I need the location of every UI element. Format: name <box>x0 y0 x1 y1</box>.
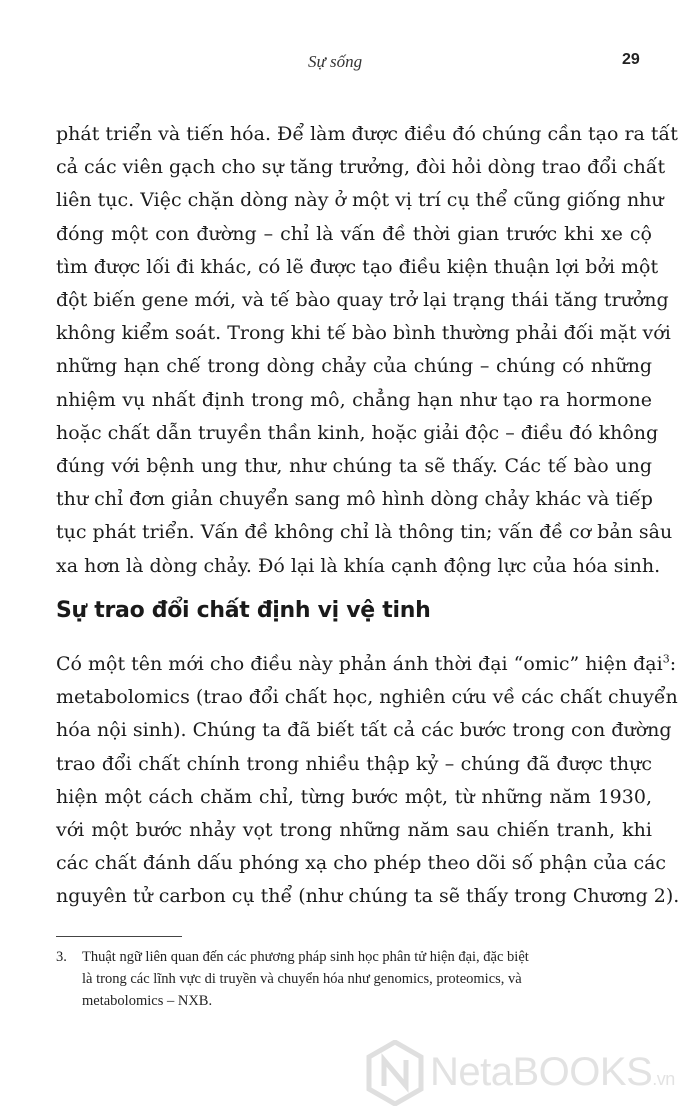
text-line: với một bước nhảy vọt trong những năm sau chiến tranh, khi <box>56 819 652 842</box>
footnote-reference[interactable]: 3 <box>662 652 670 666</box>
paragraph-1 <box>56 118 678 583</box>
watermark-text <box>430 1050 675 1095</box>
text-line: nhiệm vụ nhất định trong mô, chẳng hạn như tạo ra hormone <box>56 388 652 411</box>
text-line: hoặc chất dẫn truyền thần kinh, hoặc giải độc – điều đó không <box>56 421 659 444</box>
footnote-line: metabolomics – NXB. <box>82 993 213 1009</box>
text-line <box>56 648 677 681</box>
footnote-text <box>82 946 652 1012</box>
text-line: hóa nội sinh). Chúng ta đã biết tất cả các bước trong con đường <box>56 719 672 742</box>
text-line: không kiểm soát. Trong khi tế bào bình thường phải đối mặt với <box>56 322 671 345</box>
footnote-line: Thuật ngữ liên quan đến các phương pháp sinh học phân tử hiện đại, đặc biệt <box>82 949 529 965</box>
text-line: đúng với bệnh ung thư, như chúng ta sẽ thấy. Các tế bào ung <box>56 455 652 478</box>
footnote-divider <box>56 936 182 937</box>
watermark <box>366 1038 686 1108</box>
footnote-line: là trong các lĩnh vực di truyền và chuyển hóa như genomics, proteomics, và <box>82 971 522 987</box>
footnote-number: 3. <box>56 949 67 965</box>
text-line: thư chỉ đơn giản chuyển sang mô hình dòng chảy khác và tiếp <box>56 488 653 511</box>
text-line: tục phát triển. Vấn đề không chỉ là thông tin; vấn đề cơ bản sâu <box>56 521 673 544</box>
text-line: metabolomics (trao đổi chất học, nghiên cứu về các chất chuyển <box>56 686 678 709</box>
watermark-brand: NetaBOOKS <box>430 1050 653 1094</box>
running-header <box>0 52 700 72</box>
footnote <box>56 946 652 1012</box>
watermark-suffix: .vn <box>652 1069 675 1089</box>
text-line: tìm được lối đi khác, có lẽ được tạo điều kiện thuận lợi bởi một <box>56 255 659 278</box>
text-fragment: Có một tên mới cho điều này phản ánh thời đại “omic” hiện đại <box>56 653 663 675</box>
text-line: cả các viên gạch cho sự tăng trưởng, đòi hỏi dòng trao đổi chất <box>56 156 666 179</box>
text-line: xa hơn là dòng chảy. Đó lại là khía cạnh động lực của hóa sinh. <box>56 554 661 577</box>
text-line: nguyên tử carbon cụ thể (như chúng ta sẽ thấy trong Chương 2). <box>56 885 680 908</box>
text-line: những hạn chế trong dòng chảy của chúng – chúng có những <box>56 355 652 378</box>
text-line: hiện một cách chăm chỉ, từng bước một, từ những năm 1930, <box>56 785 652 808</box>
text-line: liên tục. Việc chặn dòng này ở một vị trí cụ thể cũng giống như <box>56 189 664 212</box>
section-heading: Sự trao đổi chất định vị vệ tinh <box>56 598 431 623</box>
netabooks-logo-icon <box>366 1040 424 1106</box>
text-line: đột biến gene mới, và tế bào quay trở lại trạng thái tăng trưởng <box>56 289 669 312</box>
text-line: các chất đánh dấu phóng xạ cho phép theo dõi số phận của các <box>56 852 667 875</box>
text-line: phát triển và tiến hóa. Để làm được điều đó chúng cần tạo ra tất <box>56 123 678 145</box>
paragraph-2 <box>56 648 680 914</box>
text-line: đóng một con đường – chỉ là vấn đề thời gian trước khi xe cộ <box>56 222 652 245</box>
text-fragment: : <box>669 653 677 675</box>
page-number: 29 <box>622 51 640 68</box>
running-title: Sự sống <box>308 52 363 71</box>
text-line: trao đổi chất chính trong nhiều thập kỷ – chúng đã được thực <box>56 752 652 775</box>
